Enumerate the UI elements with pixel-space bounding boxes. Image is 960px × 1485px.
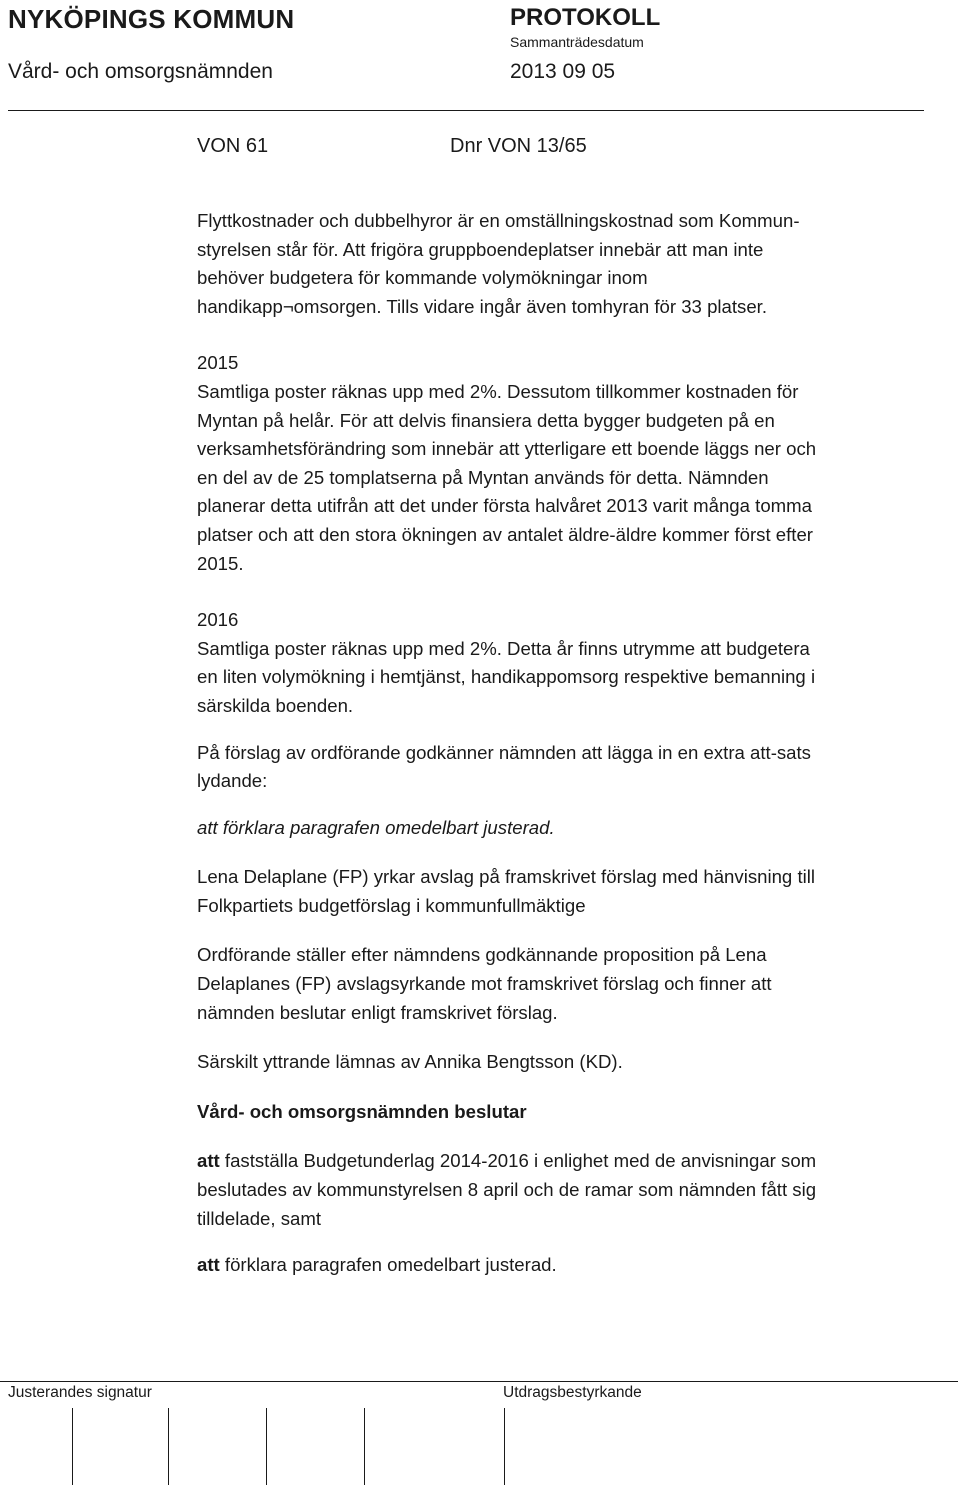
att-keyword: att	[197, 1254, 220, 1276]
header-divider	[8, 110, 924, 111]
signature-box-divider	[364, 1408, 365, 1485]
year-heading-2015: 2015	[197, 352, 239, 374]
year-heading-2016: 2016	[197, 609, 239, 631]
text-line: verksamhetsförändring som innebär att ytterligare ett boende läggs ner och	[197, 438, 817, 460]
text-line: behöver budgetera för kommande volymökningar inom	[197, 267, 648, 289]
text-line: handikapp¬omsorgen. Tills vidare ingår även tomhyran för 33 platser.	[197, 295, 768, 317]
decision-item-1	[197, 1147, 917, 1233]
paragraph-motion	[197, 863, 917, 920]
signature-label: Justerandes signatur	[8, 1384, 152, 1401]
text-line: planerar detta utifrån att det under första halvåret 2013 varit många tomma	[197, 495, 812, 517]
signature-box-divider	[72, 1408, 73, 1485]
text-line: Delaplanes (FP) avslagsyrkande mot framskrivet förslag och finner att	[197, 973, 772, 995]
meeting-date: 2013 09 05	[510, 60, 616, 83]
text-line: Samtliga poster räknas upp med 2%. Dessutom tillkommer kostnaden för	[197, 380, 799, 402]
text-line: beslutades av kommunstyrelsen 8 april och de ramar som nämnden fått sig	[197, 1179, 817, 1201]
text-line: tilldelade, samt	[197, 1207, 322, 1229]
text-line: särskilda boenden.	[197, 694, 354, 716]
text-line: Lena Delaplane (FP) yrkar avslag på framskrivet förslag med hänvisning till	[197, 866, 815, 888]
decision-text: förklara paragrafen omedelbart justerad.	[219, 1254, 557, 1276]
decision-heading: Vård- och omsorgsnämnden beslutar	[197, 1100, 527, 1122]
certification-box-divider	[504, 1408, 505, 1485]
protocol-body	[197, 207, 917, 1280]
text-line	[197, 1251, 917, 1280]
text-line: nämnden beslutar enligt framskrivet förslag.	[197, 1001, 558, 1023]
paragraph-code: VON 61	[197, 135, 269, 157]
diary-number: Dnr VON 13/65	[450, 135, 587, 157]
text-line: lydande:	[197, 770, 268, 792]
certification-label: Utdragsbestyrkande	[503, 1384, 642, 1401]
text-line: På förslag av ordförande godkänner nämnden att lägga in en extra att-sats	[197, 741, 811, 763]
paragraph-2015	[197, 378, 917, 578]
text-line: platser och att den stora ökningen av antalet äldre-äldre kommer först efter	[197, 523, 813, 545]
paragraph-chair-proposition	[197, 941, 917, 1027]
signature-box-divider	[266, 1408, 267, 1485]
text-line	[197, 1147, 917, 1176]
paragraph-costs	[197, 207, 917, 321]
committee-name: Vård- och omsorgsnämnden	[8, 60, 273, 83]
decision-text: fastställa Budgetunderlag 2014-2016 i enlighet med de anvisningar som	[219, 1150, 817, 1172]
att-keyword: att	[197, 1150, 220, 1172]
paragraph-2016	[197, 635, 917, 721]
paragraph-proposal	[197, 739, 917, 796]
text-line: Samtliga poster räknas upp med 2%. Detta år finns utrymme att budgetera	[197, 637, 810, 659]
text-line: Myntan på helår. För att delvis finansiera detta bygger budgeten på en	[197, 409, 775, 431]
signature-box-divider	[168, 1408, 169, 1485]
document-type: PROTOKOLL	[510, 4, 661, 31]
text-line: Flyttkostnader och dubbelhyror är en omställningskostnad som Kommun-	[197, 210, 800, 231]
text-line: Folkpartiets budgetförslag i kommunfullmäktige	[197, 894, 586, 916]
special-statement: Särskilt yttrande lämnas av Annika Bengtsson (KD).	[197, 1051, 623, 1073]
text-line: 2015.	[197, 552, 244, 574]
meeting-date-label: Sammanträdesdatum	[510, 34, 644, 50]
decision-item-2	[197, 1251, 917, 1280]
text-line: Ordförande ställer efter nämndens godkännande proposition på Lena	[197, 944, 767, 966]
org-name: NYKÖPINGS KOMMUN	[8, 4, 295, 34]
extra-att-clause: att förklara paragrafen omedelbart justerad.	[197, 816, 555, 838]
footer-divider	[0, 1381, 958, 1382]
text-line: en liten volymökning i hemtjänst, handikappomsorg respektive bemanning i	[197, 666, 816, 688]
text-line: en del av de 25 tomplatserna på Myntan används för detta. Nämnden	[197, 466, 769, 488]
text-line: styrelsen står för. Att frigöra gruppboendeplatser innebär att man inte	[197, 238, 764, 260]
